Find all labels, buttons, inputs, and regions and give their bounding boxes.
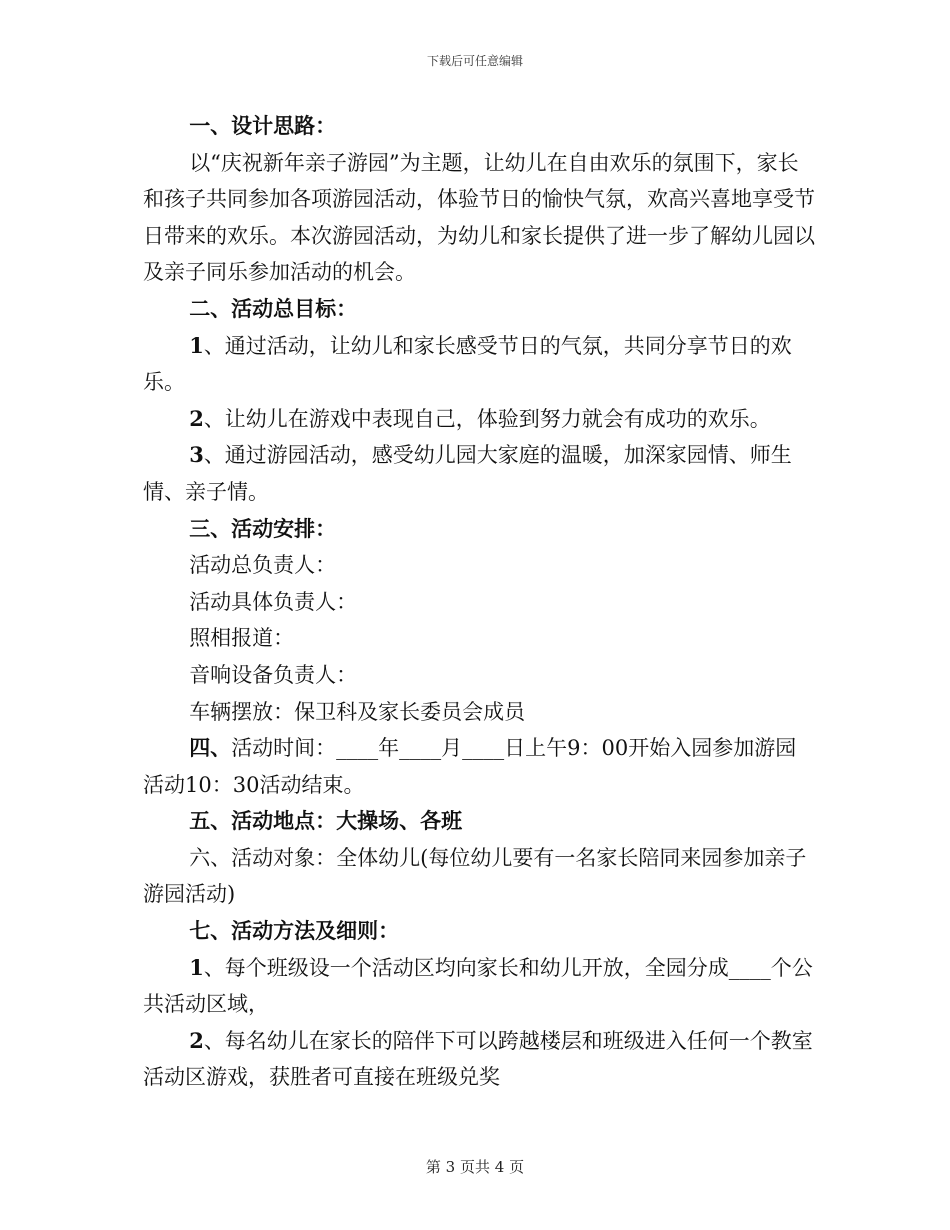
arrangement-line-2: 活动具体负责人： — [189, 589, 358, 614]
page-footer: 第 3 页共 4 页 — [425, 1158, 525, 1176]
goal-item-1-number: 1 — [189, 332, 204, 358]
section-heading-design: 一、设计思路： — [189, 113, 337, 138]
arrangement-line-5: 车辆摆放：保卫科及家长委员会成员 — [189, 699, 526, 724]
arrangement-line-3: 照相报道： — [189, 626, 295, 651]
arrangement-line-4: 音响设备负责人： — [189, 662, 358, 687]
activity-time — [143, 730, 815, 803]
method-item-1-text: 、每个班级设一个活动区均向家长和幼儿开放，全园分成____个公共活动区域， — [143, 955, 813, 1017]
activity-target: 六、活动对象：全体幼儿(每位幼儿要有一名家长陪同来园参加亲子游园活动) — [143, 845, 807, 907]
goal-item-3-number: 3 — [189, 442, 204, 468]
method-item-2 — [143, 1023, 815, 1096]
section-heading-arrangement: 三、活动安排： — [189, 515, 337, 541]
section-heading-goals: 二、活动总目标： — [189, 295, 358, 321]
document-body — [143, 108, 815, 1096]
page-header: 下载后可任意编辑 — [426, 54, 523, 68]
goal-item-2 — [143, 401, 815, 438]
method-item-2-text: 、每名幼儿在家长的陪伴下可以跨越楼层和班级进入任何一个教室活动区游戏，获胜者可直接在班级兑奖 — [143, 1028, 813, 1090]
arrangement-line-1: 活动总负责人： — [189, 553, 337, 578]
goal-item-1 — [143, 328, 815, 401]
method-item-2-number: 2 — [189, 1027, 204, 1053]
method-item-1-number: 1 — [189, 954, 204, 980]
method-item-1 — [143, 950, 815, 1023]
goal-item-2-number: 2 — [189, 405, 204, 431]
activity-time-text: 活动时间：____年____月____日上午9：00开始入园参加游园活动10：30活动结束。 — [143, 736, 797, 797]
goal-item-3 — [143, 437, 815, 510]
paragraph-design-idea: 以“庆祝新年亲子游园”为主题，让幼儿在自由欢乐的氛围下，家长和孩子共同参加各项游园活动，体验节日的愉快气氛，欢高兴喜地享受节日带来的欢乐。本次游园活动，为幼儿和家长提供了进一步了解幼儿园以及亲子同乐参加活动的机会。 — [143, 150, 815, 285]
goal-item-3-text: 、通过游园活动，感受幼儿园大家庭的温暖，加深家园情、师生情、亲子情。 — [143, 443, 792, 504]
goal-item-2-text: 、让幼儿在游戏中表现自己，体验到努力就会有成功的欢乐。 — [203, 406, 771, 431]
goal-item-1-text: 、通过活动，让幼儿和家长感受节日的气氛，共同分享节日的欢乐。 — [143, 333, 792, 395]
activity-time-label: 四、 — [189, 735, 232, 761]
section-heading-location: 五、活动地点：大操场、各班 — [189, 808, 463, 834]
section-heading-methods: 七、活动方法及细则： — [189, 918, 400, 944]
